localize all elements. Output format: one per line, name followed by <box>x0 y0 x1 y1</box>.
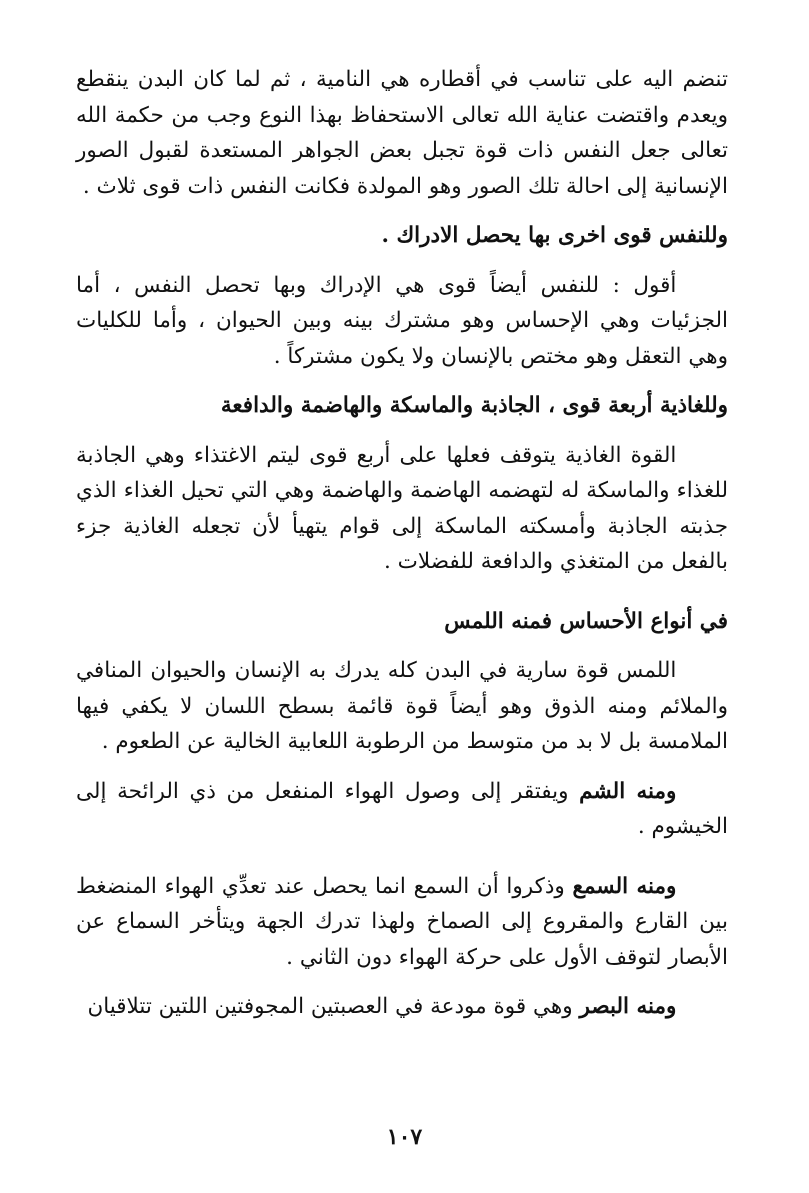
lead-hearing: ومنه السمع <box>572 873 677 899</box>
heading-perception-faculties: وللنفس قوى اخرى بها يحصل الادراك . <box>381 223 728 248</box>
paragraph-hearing <box>76 869 728 976</box>
page-number: ١٠٧ <box>386 1124 423 1150</box>
text-sight: وهي قوة مودعة في العصبتين المجوفتين اللتين تتلاقيان <box>87 994 580 1019</box>
text-hearing: وذكروا أن السمع انما يحصل عند تعدِّي الهواء المنضغط بين القارع والمقروع إلى الصماخ ولهذا تدرك الجهة ويتأخر السماع عن الأبصار لتوقف الأول على حركة الهواء دون الثاني . <box>76 873 728 970</box>
paragraph-perception: أقول : للنفس أيضاً قوى هي الإدراك وبها تحصل النفس ، أما الجزئيات وهي الإحساس وهو مشترك بينه وبين الحيوان ، وأما للكليات وهي التعقل وهو مختص بالإنسان ولا يكون مشتركاً . <box>76 272 728 369</box>
lead-smell: ومنه الشم <box>579 778 677 804</box>
heading-nutritive-faculties: وللغاذية أربعة قوى ، الجاذبة والماسكة والهاضمة والدافعة <box>220 393 728 418</box>
page-body <box>76 62 728 1039</box>
paragraph-touch-taste: اللمس قوة سارية في البدن كله يدرك به الإنسان والحيوان المنافي والملائم ومنه الذوق وهو أيضاً قوة قائمة بسطح اللسان لا يكفي فيها الملامسة بل لا بد من متوسط من الرطوبة اللعابية الخالية عن الطعوم . <box>76 658 728 754</box>
paragraph-sight <box>76 989 728 1025</box>
lead-sight: ومنه البصر <box>579 994 677 1019</box>
text-smell: ويفتقر إلى وصول الهواء المنفعل من ذي الرائحة إلى الخيشوم . <box>76 778 728 839</box>
paragraph-intro: تنضم اليه على تناسب في أقطاره هي النامية ، ثم لما كان البدن ينقطع ويعدم واقتضت عناية الله تعالى الاستحفاظ بهذا النوع وجب من حكمة الله تعالى جعل النفس ذات قوة تجبل بعض الجواهر المستعدة لقبول الصور الإنسانية إلى احالة تلك الصور وهو المولدة فكانت النفس ذات قوى ثلاث . <box>76 67 728 199</box>
heading-senses-touch: في أنواع الأحساس فمنه اللمس <box>444 608 728 634</box>
paragraph-smell <box>76 774 728 845</box>
paragraph-nutritive: القوة الغاذية يتوقف فعلها على أربع قوى ليتم الاغتذاء وهي الجاذبة للغذاء والماسكة له لتهضمه الهاضمة والهاضمة وهي التي تحيل الغذاء الذي جذبته الجاذبة وأمسكته الماسكة إلى قوام يتهيأ لأن تجعله الغاذية جزء بالفعل من المتغذي والدافعة للفضلات . <box>76 442 728 574</box>
